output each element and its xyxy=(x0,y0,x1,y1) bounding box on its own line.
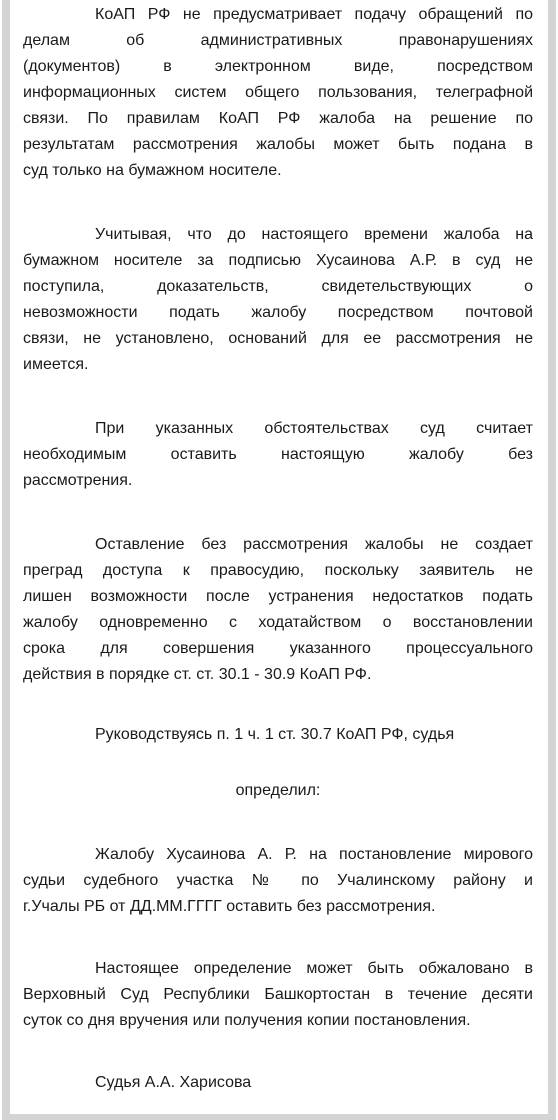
text-line: Настоящее определение может быть обжаловано в xyxy=(95,960,533,977)
text-line: Учитывая, что до настоящего времени жалоба на xyxy=(95,226,533,243)
text-line: срока для совершения указанного процессуального xyxy=(23,640,533,657)
text-line: КоАП РФ не предусматривает подачу обращений по xyxy=(95,6,533,23)
paragraph-circumstances xyxy=(23,416,533,494)
text-line: преград доступа к правосудию, поскольку заявитель не xyxy=(23,562,533,579)
paragraph-decision xyxy=(23,842,533,920)
document-page xyxy=(23,2,533,1096)
paragraph-considering xyxy=(23,222,533,378)
text-line: делам об административных правонарушениях xyxy=(23,32,533,49)
page-frame-bottom xyxy=(2,1114,556,1120)
text-line: связи, не установлено, оснований для ее рассмотрения не xyxy=(23,330,533,347)
text-line: информационных систем общего пользования, телеграфной xyxy=(23,84,533,101)
text-line: действия в порядке ст. ст. 30.1 - 30.9 КоАП РФ. xyxy=(23,666,372,683)
text-line: имеется. xyxy=(23,356,89,373)
judge-signature xyxy=(23,1070,533,1096)
text-line: Верховный Суд Республики Башкортостан в течение десяти xyxy=(23,986,533,1003)
text-line: необходимым оставить настоящую жалобу без xyxy=(23,446,533,463)
text-line: лишен возможности после устранения недостатков подать xyxy=(23,588,533,605)
page-frame-left xyxy=(2,0,10,1120)
paragraph-guided-by xyxy=(23,722,533,748)
text-line: суд только на бумажном носителе. xyxy=(23,162,282,179)
paragraph-electronic-filing xyxy=(23,2,533,184)
text-line: связи. По правилам КоАП РФ жалоба на решение по xyxy=(23,110,533,127)
text-line: суток со дня вручения или получения копии постановления. xyxy=(23,1012,471,1029)
text-line: При указанных обстоятельствах суд считает xyxy=(95,420,533,437)
text-line: судьи судебного участка № по Учалинскому району и xyxy=(23,872,533,889)
text-line: (документов) в электронном виде, посредством xyxy=(23,58,533,75)
text-line: невозможности подать жалобу посредством почтовой xyxy=(23,304,533,321)
text-line: результатам рассмотрения жалобы может быть подана в xyxy=(23,136,533,153)
text-line: Оставление без рассмотрения жалобы не создает xyxy=(95,536,533,553)
text-line: Жалобу Хусаинова А. Р. на постановление мирового xyxy=(95,846,533,863)
text-line: бумажном носителе за подписью Хусаинова А.Р. в суд не xyxy=(23,252,533,269)
ruling-heading xyxy=(23,778,533,804)
text-line: жалобу одновременно с ходатайством о восстановлении xyxy=(23,614,533,631)
text-line: рассмотрения. xyxy=(23,472,133,489)
judge-signature-text: Судья А.А. Харисова xyxy=(95,1074,252,1091)
text-line: Руководствуясь п. 1 ч. 1 ст. 30.7 КоАП РФ, судья xyxy=(95,726,455,743)
ruling-heading-text: определил: xyxy=(235,782,321,799)
text-line: поступила, доказательств, свидетельствующих о xyxy=(23,278,533,295)
paragraph-no-barrier xyxy=(23,532,533,688)
text-line: г.Учалы РБ от ДД.ММ.ГГГГ оставить без рассмотрения. xyxy=(23,898,436,915)
paragraph-appeal xyxy=(23,956,533,1034)
page-frame-right xyxy=(548,0,556,1120)
